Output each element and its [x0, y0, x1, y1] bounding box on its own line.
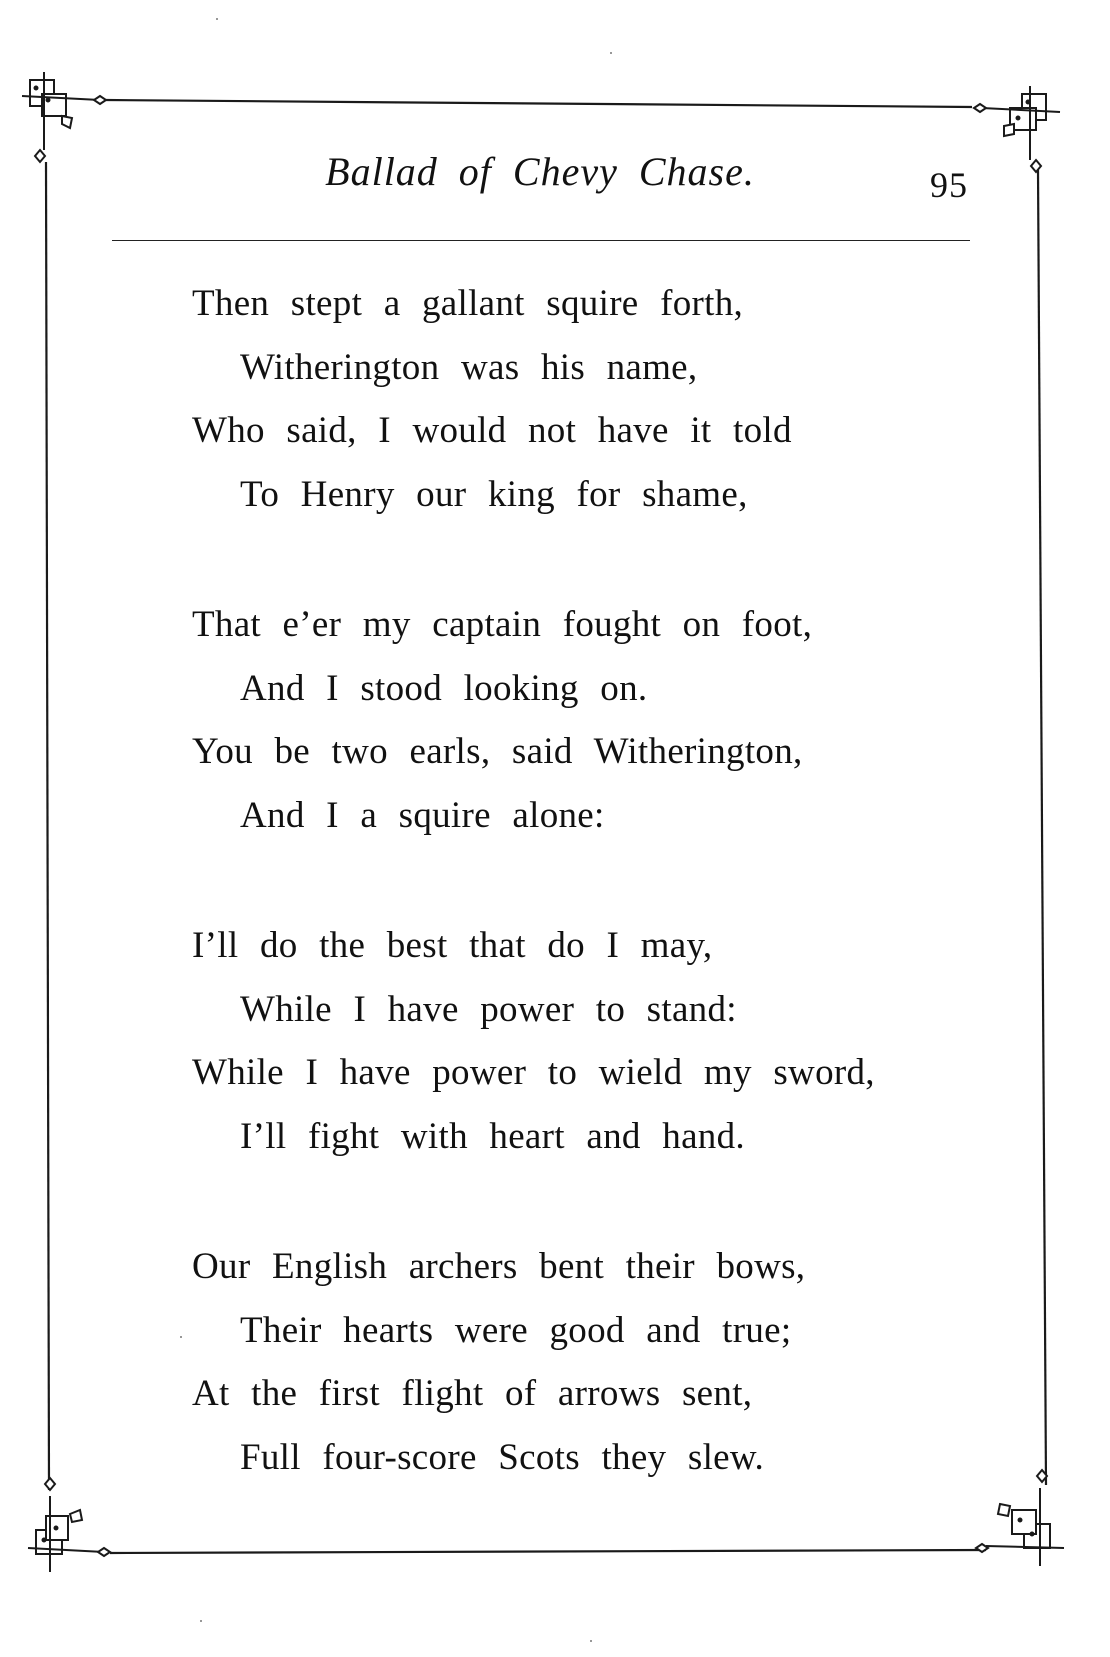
print-speck [610, 52, 612, 54]
running-title: Ballad of Chevy Chase. [325, 149, 755, 194]
verse-line: While I have power to stand: [240, 988, 737, 1030]
verse-line: Who said, I would not have it told [192, 410, 792, 451]
corner-ornament-bottom-left [28, 1478, 110, 1572]
stanza-2 [192, 593, 952, 847]
verse-line: Full four-score Scots they slew. [240, 1436, 765, 1478]
poem-body [192, 272, 952, 1556]
corner-ornament-top-left [22, 72, 106, 162]
verse-line: I’ll fight with heart and hand. [240, 1115, 745, 1157]
verse-line: While I have power to wield my sword, [192, 1052, 875, 1093]
verse-line: Witherington was his name, [240, 346, 698, 388]
stanza-3 [192, 914, 952, 1168]
page-number: 95 [930, 165, 968, 205]
verse-line: That e’er my captain fought on foot, [192, 604, 813, 645]
verse-line: To Henry our king for shame, [240, 473, 748, 515]
verse-line: At the first flight of arrows sent, [192, 1373, 753, 1414]
corner-ornament-bottom-right [976, 1470, 1064, 1566]
verse-line: You be two earls, said Witherington, [192, 731, 803, 772]
print-speck [180, 1336, 182, 1338]
stanza-4 [192, 1235, 952, 1489]
verse-line: And I a squire alone: [240, 794, 605, 836]
verse-line: Our English archers bent their bows, [192, 1246, 806, 1287]
verse-line: I’ll do the best that do I may, [192, 925, 713, 966]
running-header [110, 148, 970, 208]
verse-line: Then stept a gallant squire forth, [192, 283, 744, 324]
print-speck [200, 1620, 202, 1622]
stanza-1 [192, 272, 952, 526]
header-rule [112, 240, 970, 241]
print-speck [216, 18, 218, 20]
verse-line: And I stood looking on. [240, 667, 648, 709]
corner-ornament-top-right [974, 86, 1060, 172]
verse-line: Their hearts were good and true; [240, 1309, 792, 1351]
print-speck [590, 1640, 592, 1642]
